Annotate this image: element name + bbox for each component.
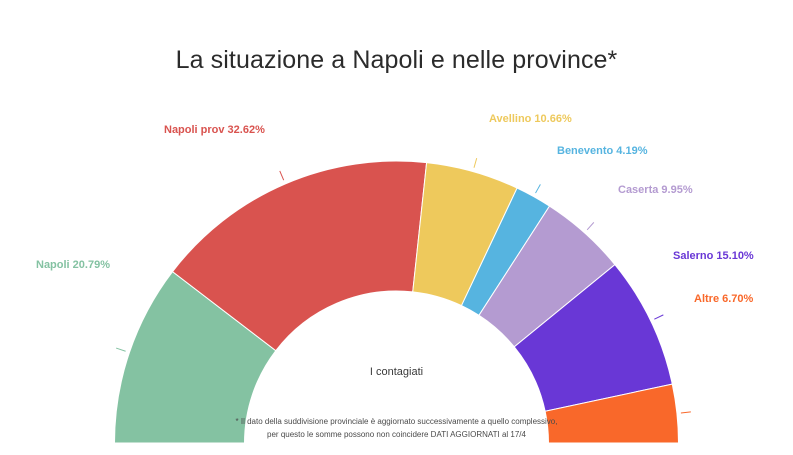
chart-footnote [0,415,793,441]
slice-label-napoli-prov: Napoli prov 32.62% [164,124,265,136]
leader-line [280,171,284,180]
chart-title: La situazione a Napoli e nelle province* [175,46,618,74]
slice-label-caserta: Caserta 9.95% [618,184,693,196]
leader-line [654,315,663,319]
leader-line [681,412,691,413]
center-label: I contagiati [369,366,424,378]
slice-label-napoli: Napoli 20.79% [36,259,110,271]
slice-label-avellino: Avellino 10.66% [489,113,572,125]
slice-label-benevento: Benevento 4.19% [557,145,648,157]
slice-label-altre: Altre 6.70% [694,293,754,305]
footnote-line-2: per questo le somme possono non coincidere DATI AGGIORNATI al 17/4 [267,430,526,439]
footnote-line-1: * Il dato della suddivisione provinciale è aggiornato successivamente a quello complessivo, [235,417,558,426]
leader-line [536,184,541,193]
donut-slices [115,158,691,443]
leader-line [474,158,477,168]
leader-line [587,222,594,229]
slice-label-salerno: Salerno 15.10% [673,250,754,262]
leader-line [116,348,125,351]
